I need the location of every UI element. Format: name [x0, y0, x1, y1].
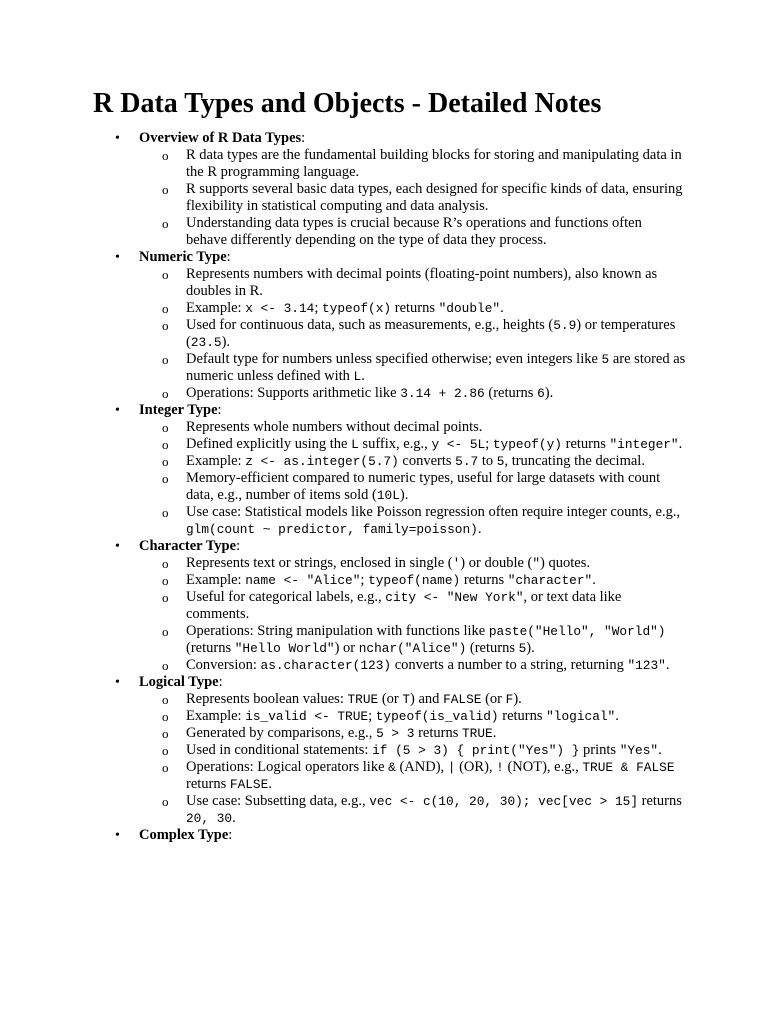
section-heading-suffix: : — [218, 674, 223, 690]
bullet-icon: • — [115, 539, 120, 554]
item-text: (returns — [186, 640, 235, 656]
inline-code: typeof(x) — [321, 301, 392, 316]
item-text: Example: — [186, 453, 246, 469]
sub-bullet-icon: o — [162, 624, 169, 639]
item-text: Represents boolean values: — [186, 691, 348, 707]
sub-bullet-icon: o — [162, 726, 169, 741]
item-text: returns — [391, 300, 439, 316]
item-text: Defined explicitly using the — [186, 436, 352, 452]
section-heading-text: Logical Type — [139, 674, 219, 690]
item-text: ) quotes. — [540, 555, 590, 571]
item-text: Use case: Statistical models like Poisson regression often require integer counts, e.g., — [186, 504, 681, 520]
item-text: ) and — [410, 691, 444, 707]
section-heading-suffix: : — [236, 538, 241, 554]
item-text: Operations: Logical operators like — [186, 759, 389, 775]
section-5 — [93, 827, 693, 844]
item-text: (AND), — [395, 759, 448, 775]
inline-code: " — [532, 556, 541, 571]
sub-bullet-icon: o — [162, 301, 169, 316]
section-0 — [93, 130, 693, 249]
item-text: converts a number to a string, returning — [391, 657, 628, 673]
item-text: Conversion: — [186, 657, 261, 673]
item-text: . — [477, 521, 482, 537]
section-4 — [93, 674, 693, 827]
item-text: ) or — [334, 640, 359, 656]
inline-code: 5.7 — [455, 454, 479, 469]
item-text: ; — [360, 572, 369, 588]
item-text: ). — [544, 385, 554, 401]
sub-bullet-icon: o — [162, 386, 169, 401]
item-text: Operations: String manipulation with functions like — [186, 623, 489, 639]
list-item — [139, 555, 686, 572]
inline-code: is_valid <- TRUE — [245, 709, 369, 724]
inline-code: 3.14 + 2.86 — [400, 386, 485, 401]
inline-code: FALSE — [443, 692, 482, 707]
list-item — [139, 504, 686, 538]
item-text: Used for continuous data, such as measurements, e.g., heights ( — [186, 317, 554, 333]
item-text: ) or double ( — [460, 555, 533, 571]
item-text: returns — [498, 708, 547, 724]
inline-code: 5.9 — [553, 318, 577, 333]
list-item — [139, 470, 686, 504]
sub-bullet-icon: o — [162, 658, 169, 673]
inline-code: "integer" — [609, 437, 679, 452]
item-text: (OR), — [455, 759, 497, 775]
sub-bullet-icon: o — [162, 573, 169, 588]
inline-code: 10L — [376, 488, 400, 503]
section-heading-text: Complex Type — [139, 827, 229, 843]
list-item — [139, 300, 686, 317]
item-text: R supports several basic data types, each designed for specific kinds of data, ensuring flexibility in statistical computing and data analysis. — [186, 181, 683, 214]
inline-code: 6 — [537, 386, 545, 401]
sub-bullet-icon: o — [162, 743, 169, 758]
bullet-icon: • — [115, 675, 120, 690]
inline-code: 23.5 — [190, 335, 222, 350]
section-heading — [139, 674, 693, 691]
item-text: . — [658, 742, 662, 758]
list-item — [139, 572, 686, 589]
section-heading-text: Integer Type — [139, 402, 218, 418]
inline-code: "Hello World" — [234, 641, 335, 656]
item-text: returns — [414, 725, 462, 741]
item-text: . — [232, 810, 236, 826]
bullet-icon: • — [115, 403, 120, 418]
list-item — [139, 691, 686, 708]
item-text: ). — [399, 487, 409, 503]
item-text: Understanding data types is crucial because R’s operations and functions often behave differently depending on the type of data they process. — [186, 215, 642, 248]
inline-code: typeof(y) — [492, 437, 562, 452]
inline-code: 5 — [496, 454, 505, 469]
sub-bullet-icon: o — [162, 556, 169, 571]
inline-code: & — [388, 760, 396, 775]
bullet-icon: • — [115, 828, 120, 843]
item-text: Useful for categorical labels, e.g., — [186, 589, 386, 605]
item-text: ; — [485, 436, 493, 452]
item-text: converts — [398, 453, 456, 469]
section-heading-text: Overview of R Data Types — [139, 130, 302, 146]
item-text: prints — [579, 742, 620, 758]
page-title: R Data Types and Objects - Detailed Notes — [93, 88, 602, 119]
item-text: Default type for numbers unless specified otherwise; even integers like — [186, 351, 602, 367]
list-item — [139, 759, 686, 793]
item-text: (NOT), e.g., — [503, 759, 583, 775]
inline-code: name <- "Alice" — [245, 573, 361, 588]
sub-bullet-icon: o — [162, 505, 169, 520]
sub-bullet-icon: o — [162, 216, 169, 231]
item-text: returns — [460, 572, 508, 588]
inline-code: "123" — [627, 658, 666, 673]
sub-bullet-icon: o — [162, 148, 169, 163]
sub-item-list — [139, 419, 693, 538]
inline-code: F — [505, 692, 514, 707]
inline-code: 5 — [518, 641, 527, 656]
inline-code: 5 — [601, 352, 610, 367]
inline-code: typeof(is_valid) — [375, 709, 499, 724]
inline-code: typeof(name) — [368, 573, 461, 588]
sub-item-list — [139, 266, 693, 402]
inline-code: 5 > 3 — [376, 726, 415, 741]
item-text: Example: — [186, 708, 246, 724]
sub-bullet-icon: o — [162, 437, 169, 452]
item-text: , truncating the decimal. — [504, 453, 645, 469]
item-text: . — [592, 572, 596, 588]
inline-code: x <- 3.14 — [245, 301, 315, 316]
inline-code: | — [447, 760, 456, 775]
item-text: Generated by comparisons, e.g., — [186, 725, 377, 741]
list-item — [139, 266, 686, 300]
inline-code: "double" — [438, 301, 501, 316]
inline-code: y <- 5L — [431, 437, 486, 452]
inline-code: 20, 30 — [186, 811, 233, 826]
inline-code: ! — [496, 760, 504, 775]
section-2 — [93, 402, 693, 538]
inline-code: city <- "New York" — [385, 590, 524, 605]
item-text: . — [361, 368, 365, 384]
item-text: are stored as numeric unless defined with — [186, 351, 686, 384]
inline-code: vec <- c(10, 20, 30); vec[vec > 15] — [369, 794, 638, 809]
list-item — [139, 793, 686, 827]
inline-code: as.character(123) — [260, 658, 392, 673]
item-text: suffix, e.g., — [358, 436, 432, 452]
item-text: R data types are the fundamental building blocks for storing and manipulating data in the R programming language. — [186, 147, 682, 180]
section-3 — [93, 538, 693, 674]
section-heading — [139, 130, 693, 147]
inline-code: TRUE & FALSE — [582, 760, 675, 775]
sub-bullet-icon: o — [162, 471, 169, 486]
list-item — [139, 419, 686, 436]
sub-bullet-icon: o — [162, 692, 169, 707]
item-text: returns — [561, 436, 610, 452]
item-text: . — [678, 436, 683, 452]
section-heading — [139, 827, 693, 844]
inline-code: paste("Hello", "World") — [488, 624, 666, 639]
inline-code: FALSE — [229, 777, 269, 792]
list-item — [139, 657, 686, 674]
item-text: (returns — [466, 640, 519, 656]
sub-bullet-icon: o — [162, 318, 169, 333]
sub-item-list — [139, 147, 693, 249]
inline-code: glm(count ~ predictor, family=poisson) — [186, 522, 478, 537]
bullet-icon: • — [115, 250, 120, 265]
inline-code: ' — [452, 556, 461, 571]
item-text: (returns — [484, 385, 538, 401]
sub-bullet-icon: o — [162, 760, 169, 775]
inline-code: "Yes" — [619, 743, 659, 758]
section-heading-text: Character Type — [139, 538, 237, 554]
list-item — [139, 351, 686, 385]
item-text: (or — [378, 691, 403, 707]
inline-code: L — [353, 369, 362, 384]
list-item — [139, 181, 686, 215]
item-text: Represents whole numbers without decimal points. — [186, 419, 483, 435]
sub-bullet-icon: o — [162, 590, 169, 605]
inline-code: T — [402, 692, 411, 707]
item-text: ; — [314, 300, 322, 316]
item-text: Represents text or strings, enclosed in single ( — [186, 555, 453, 571]
item-text: Use case: Subsetting data, e.g., — [186, 793, 370, 809]
item-text: , or text data like comments. — [186, 589, 622, 622]
item-text: Used in conditional statements: — [186, 742, 373, 758]
sub-item-list — [139, 555, 693, 674]
item-text: ; — [368, 708, 376, 724]
inline-code: z <- as.integer(5.7) — [245, 454, 399, 469]
sub-item-list — [139, 691, 693, 827]
sub-bullet-icon: o — [162, 267, 169, 282]
item-text: . — [615, 708, 619, 724]
inline-code: nchar("Alice") — [358, 641, 467, 656]
list-item — [139, 623, 686, 657]
item-text: Memory-efficient compared to numeric types, useful for large datasets with count data, e.g., number of items sold ( — [186, 470, 661, 503]
inline-code: "logical" — [546, 709, 616, 724]
item-text: (or — [481, 691, 506, 707]
item-text: returns — [186, 776, 230, 792]
sub-bullet-icon: o — [162, 182, 169, 197]
item-text: Operations: Supports arithmetic like — [186, 385, 401, 401]
list-item — [139, 436, 686, 453]
item-text: ) or temperatures ( — [186, 317, 676, 350]
section-heading-suffix: : — [228, 827, 233, 843]
item-text: . — [665, 657, 670, 673]
list-item — [139, 147, 686, 181]
inline-code: "character" — [507, 573, 593, 588]
list-item — [139, 589, 686, 623]
inline-code: if (5 > 3) { print("Yes") } — [372, 743, 580, 758]
item-text: to — [478, 453, 497, 469]
item-text: returns — [638, 793, 682, 809]
list-item — [139, 453, 686, 470]
section-heading — [139, 538, 693, 555]
item-text: . — [500, 300, 504, 316]
sub-bullet-icon: o — [162, 352, 169, 367]
item-text: Represents numbers with decimal points (floating-point numbers), also known as doubles in R. — [186, 266, 658, 299]
section-heading — [139, 402, 693, 419]
sub-bullet-icon: o — [162, 794, 169, 809]
item-text: ). — [513, 691, 522, 707]
sub-bullet-icon: o — [162, 420, 169, 435]
inline-code: TRUE — [461, 726, 493, 741]
bullet-icon: • — [115, 131, 120, 146]
list-item — [139, 725, 686, 742]
item-text: ). — [221, 334, 231, 350]
item-text: ). — [526, 640, 535, 656]
section-1 — [93, 249, 693, 402]
section-heading-suffix: : — [226, 249, 231, 265]
inline-code: L — [351, 437, 359, 452]
list-item — [139, 385, 686, 402]
item-text: Example: — [186, 300, 246, 316]
sub-bullet-icon: o — [162, 454, 169, 469]
document-page — [93, 84, 693, 844]
list-item — [139, 215, 686, 249]
item-text: Example: — [186, 572, 246, 588]
section-heading-text: Numeric Type — [139, 249, 227, 265]
section-heading — [139, 249, 693, 266]
list-item — [139, 742, 686, 759]
section-heading-suffix: : — [217, 402, 222, 418]
section-list — [93, 130, 693, 844]
item-text: . — [268, 776, 272, 792]
sub-bullet-icon: o — [162, 709, 169, 724]
list-item — [139, 708, 686, 725]
inline-code: TRUE — [347, 692, 379, 707]
list-item — [139, 317, 686, 351]
item-text: . — [492, 725, 497, 741]
section-heading-suffix: : — [301, 130, 306, 146]
